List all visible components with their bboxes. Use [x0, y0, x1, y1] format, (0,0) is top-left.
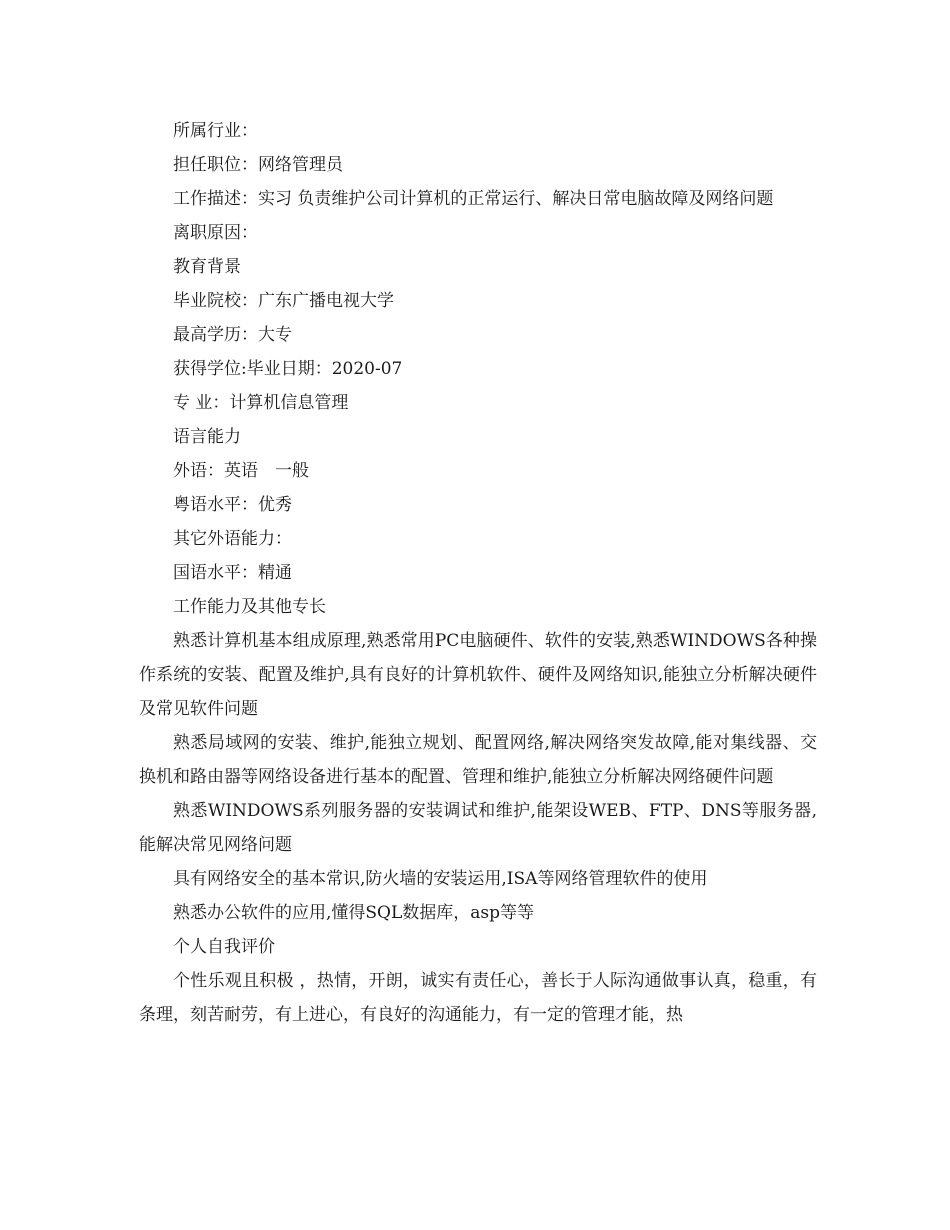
field-leave-reason: 离职原因： [173, 223, 258, 243]
section-heading-language: 语言能力 [173, 427, 241, 447]
field-graduation-date: 获得学位:毕业日期：2020-07 [173, 359, 403, 379]
field-other-language: 其它外语能力： [173, 529, 292, 549]
skill-paragraph: 熟悉WINDOWS系列服务器的安装调试和维护,能架设WEB、FTP、DNS等服务器,能解决常见网络问题 [139, 801, 817, 855]
document-body [139, 114, 817, 1032]
field-position: 担任职位：网络管理员 [173, 155, 343, 175]
field-mandarin-level: 国语水平：精通 [173, 563, 292, 583]
skill-paragraph: 具有网络安全的基本常识,防火墙的安装运用,ISA等网络管理软件的使用 [173, 869, 708, 889]
field-cantonese-level: 粤语水平：优秀 [173, 495, 292, 515]
field-highest-degree: 最高学历：大专 [173, 325, 292, 345]
skill-paragraph: 熟悉办公软件的应用,懂得SQL数据库，asp等等 [173, 903, 535, 923]
field-job-description: 工作描述：实习 负责维护公司计算机的正常运行、解决日常电脑故障及网络问题 [173, 189, 774, 209]
skill-paragraph: 熟悉计算机基本组成原理,熟悉常用PC电脑硬件、软件的安装,熟悉WINDOWS各种操作系统的安装、配置及维护,具有良好的计算机软件、硬件及网络知识,能独立分析解决硬件及常见软件问题 [139, 631, 817, 719]
field-school: 毕业院校：广东广播电视大学 [173, 291, 394, 311]
section-heading-skills: 工作能力及其他专长 [173, 597, 326, 617]
field-industry: 所属行业： [173, 121, 258, 141]
section-heading-self-evaluation: 个人自我评价 [173, 937, 275, 957]
field-major: 专 业：计算机信息管理 [173, 393, 349, 413]
skill-paragraph: 熟悉局域网的安装、维护,能独立规划、配置网络,解决网络突发故障,能对集线器、交换机和路由器等网络设备进行基本的配置、管理和维护,能独立分析解决网络硬件问题 [139, 733, 817, 787]
field-foreign-language: 外语：英语 一般 [173, 461, 309, 481]
section-heading-education: 教育背景 [173, 257, 241, 277]
self-evaluation-paragraph: 个性乐观且积极 ，热情，开朗，诚实有责任心，善长于人际沟通做事认真，稳重，有条理，刻苦耐劳，有上进心，有良好的沟通能力，有一定的管理才能，热 [139, 971, 817, 1025]
